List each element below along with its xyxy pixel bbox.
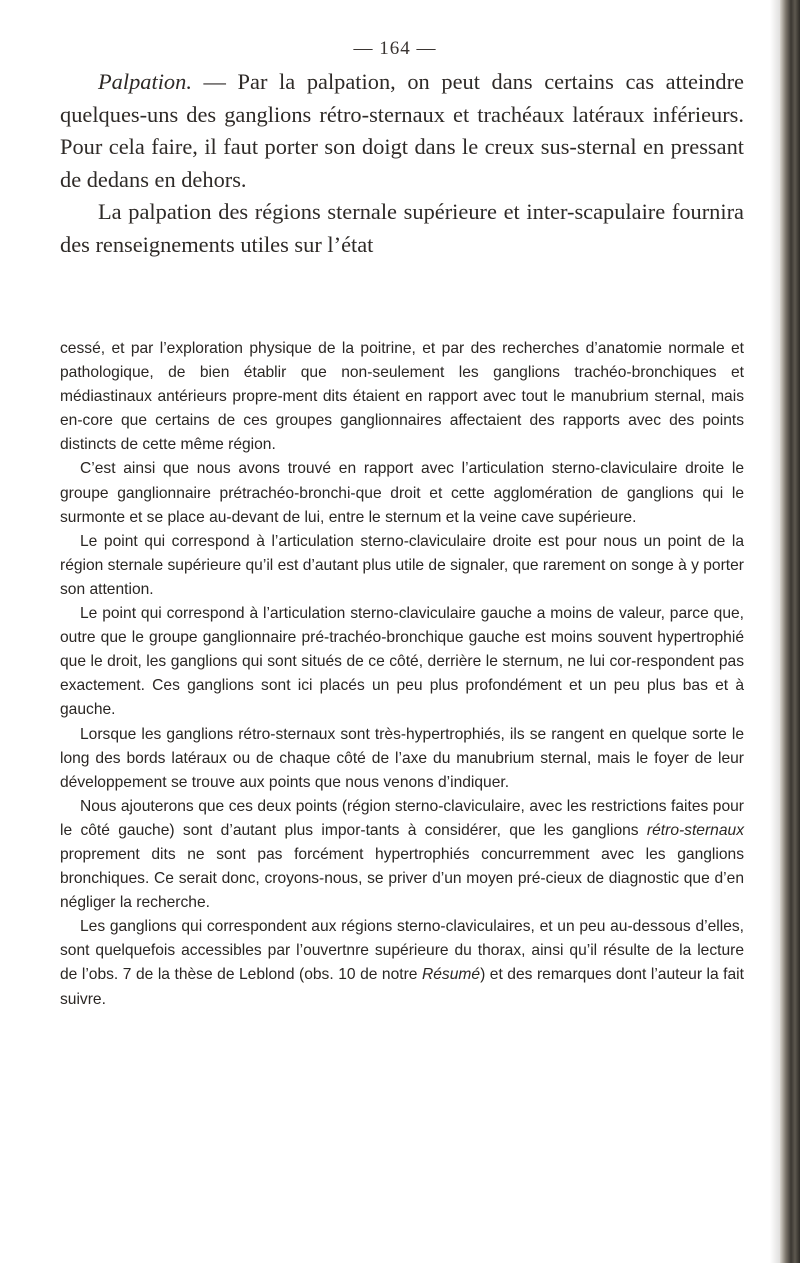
body-paragraph-7-part-b: ) et des remarques dont l’auteur la fait suivre. xyxy=(60,966,744,1008)
section-heading: Palpation. xyxy=(98,69,192,94)
book-binding-edge xyxy=(780,0,800,1263)
body-paragraph-1: cessé, et par l’exploration physique de la poitrine, et par des recherches d’anatomie normale et pathologique, de bien établir que non-seulement les ganglions trachéo-bronchiques et médiastinaux antérieurs propre-ment dits étaient en rapport avec tout le manubrium sternal, mais en-core que certains de ces groupes ganglionnaires affectaient des rapports avec des points distincts de cette même région. xyxy=(60,340,744,454)
body-paragraph-4: Le point qui correspond à l’articulation sterno-claviculaire gauche a moins de valeur, parce que, outre que le groupe ganglionnaire pré-trachéo-bronchique gauche est moins souvent hypertrophié que le droit, les ganglions qui sont situés de ce côté, derrière le sternum, ne lui cor-respondent pas exactement. Ces ganglions sont ici placés un peu plus profondément et un peu plus bas et à gauche. xyxy=(60,605,744,719)
small-type-section xyxy=(60,337,744,1012)
body-paragraph-5: Lorsque les ganglions rétro-sternaux sont très-hypertrophiés, ils se rangent en quelque sorte le long des bords latéraux ou de chaque côté de l’axe du manubrium sternal, mais le foyer de leur développement se trouve aux points que nous venons d’indiquer. xyxy=(60,725,744,791)
body-paragraph-6-part-b: proprement dits ne sont pas forcément hypertrophiés concurremment avec les ganglions bronchiques. Ce serait donc, croyons-nous, se priver d’un moyen pré-cieux de diagnostic que d’en négliger la recherche. xyxy=(60,845,744,912)
body-paragraph-3: Le point qui correspond à l’articulation sterno-claviculaire droite est pour nous un point de la région sternale supérieure qu’il est d’autant plus utile de signaler, que rarement on songe à y porter son attention. xyxy=(60,532,744,598)
body-paragraph-7-part-a: Les ganglions qui correspondent aux régions sterno-claviculaires, et un peu au-dessous d’elles, sont quelquefois accessibles par l’ouvertnre supérieure du thorax, ainsi qu’il résulte de la lecture de l’obs. 7 de la thèse de Leblond (obs. 10 de notre xyxy=(60,918,744,984)
resume-reference: Résumé xyxy=(421,966,481,984)
body-paragraph-6-part-a: Nous ajouterons que ces deux points (région sterno-claviculaire, avec les restrictions faites pour le côté gauche) sont d’autant plus impor-tants à considérer, que les ganglions xyxy=(60,797,744,839)
body-paragraph-6 xyxy=(60,795,744,915)
palpation-regions-paragraph: La palpation des régions sternale supérieure et inter-scapulaire fournira des renseignements utiles sur l’état xyxy=(60,199,744,257)
page-number: — 164 — xyxy=(353,38,437,59)
palpation-paragraph-text: — Par la palpation, on peut dans certains cas atteindre quelques-uns des ganglions rétro-sternaux et trachéaux latéraux inférieurs. Pour cela faire, il faut porter son doigt dans le creux sus-sternal en pressant de dedans en dehors. xyxy=(60,69,744,192)
large-type-section xyxy=(60,66,744,261)
palpation-paragraph xyxy=(60,66,744,196)
binding-shadow xyxy=(770,0,780,1263)
retro-sternaux-term: rétro-sternaux xyxy=(646,821,744,839)
body-paragraph-2: C’est ainsi que nous avons trouvé en rapport avec l’articulation sterno-claviculaire droite le groupe ganglionnaire prétrachéo-bronchi-que droit et cette agglomération de ganglions qui le surmonte et se place au-devant de lui, entre le sternum et la veine cave supérieure. xyxy=(60,460,744,526)
body-paragraph-7 xyxy=(60,915,744,1011)
